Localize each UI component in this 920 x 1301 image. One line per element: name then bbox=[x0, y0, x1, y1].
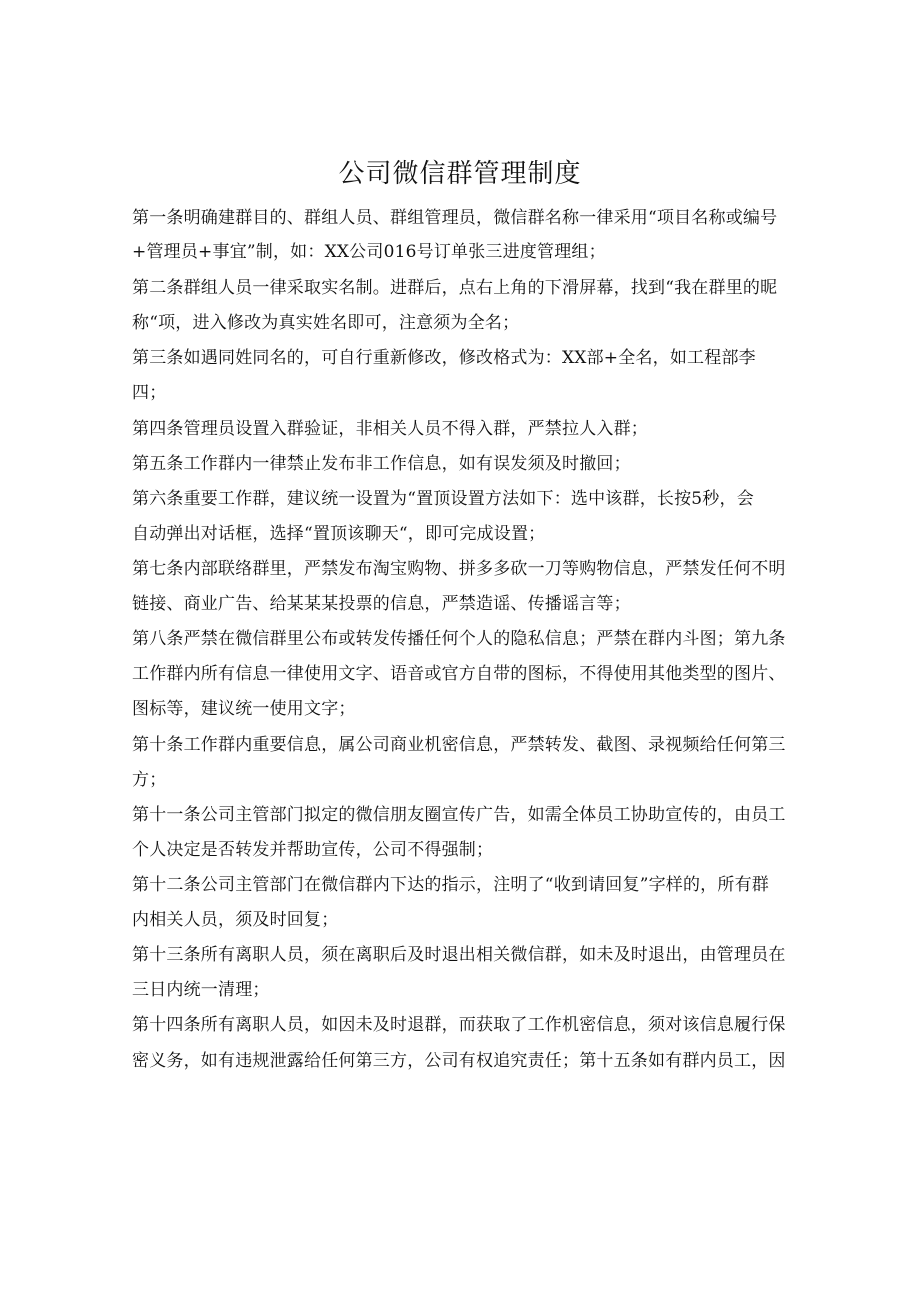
body-line: 图标等，建议统一使用文字； bbox=[132, 699, 356, 719]
body-line: 第五条工作群内一律禁止发布非工作信息，如有误发须及时撤回； bbox=[132, 454, 631, 474]
body-line: 链接、商业广告、给某某某投票的信息，严禁造谣、传播谣言等； bbox=[132, 594, 631, 614]
body-line: 第四条管理员设置入群验证，非相关人员不得入群，严禁拉人入群； bbox=[132, 419, 648, 439]
body-line: 第八条严禁在微信群里公布或转发传播任何个人的隐私信息；严禁在群内斗图；第九条 bbox=[132, 629, 786, 649]
body-line: 内相关人员，须及时回复； bbox=[132, 910, 339, 930]
body-line: 自动弹出对话框，选择“置顶该聊天“，即可完成设置； bbox=[132, 524, 546, 544]
body-line: 第十三条所有离职人员，须在离职后及时退出相关微信群，如未及时退出，由管理员在 bbox=[132, 945, 786, 965]
body-line: 第一条明确建群目的、群组人员、群组管理员，微信群名称一律采用“项目名称或编号 bbox=[132, 208, 778, 228]
body-line: 第十四条所有离职人员，如因未及时退群，而获取了工作机密信息，须对该信息履行保 bbox=[132, 1015, 786, 1035]
body-line: 三日内统一清理； bbox=[132, 980, 270, 1000]
body-line: 第六条重要工作群，建议统一设置为“置顶设置方法如下：选中该群，长按5秒，会 bbox=[132, 489, 754, 509]
body-line: 称“项，进入修改为真实姓名即可，注意须为全名； bbox=[132, 313, 520, 333]
body-line: 四； bbox=[132, 383, 167, 403]
body-line: +管理员+事宜”制，如：XX公司016号订单张三进度管理组； bbox=[132, 242, 606, 262]
body-line: 工作群内所有信息一律使用文字、语音或官方自带的图标，不得使用其他类型的图片、 bbox=[132, 664, 786, 684]
body-line: 第三条如遇同姓同名的，可自行重新修改，修改格式为：XX部+全名，如工程部李 bbox=[132, 348, 756, 368]
body-line: 密义务，如有违规泄露给任何第三方，公司有权追究责任；第十五条如有群内员工，因 bbox=[132, 1051, 786, 1071]
body-line: 第二条群组人员一律采取实名制。进群后，点右上角的下滑屏幕，找到“我在群里的昵 bbox=[132, 278, 778, 298]
body-line: 第十条工作群内重要信息，属公司商业机密信息，严禁转发、截图、录视频给任何第三 bbox=[132, 735, 786, 755]
body-line: 第十一条公司主管部门拟定的微信朋友圈宣传广告，如需全体员工协助宣传的，由员工 bbox=[132, 805, 786, 825]
body-line: 第十二条公司主管部门在微信群内下达的指示，注明了“收到请回复”字样的，所有群 bbox=[132, 875, 769, 895]
body-line: 第七条内部联络群里，严禁发布淘宝购物、拼多多砍一刀等购物信息，严禁发任何不明 bbox=[132, 559, 786, 579]
body-line: 方； bbox=[132, 770, 167, 790]
body-line: 个人决定是否转发并帮助宣传，公司不得强制； bbox=[132, 840, 494, 860]
document-title: 公司微信群管理制度 bbox=[338, 159, 582, 189]
